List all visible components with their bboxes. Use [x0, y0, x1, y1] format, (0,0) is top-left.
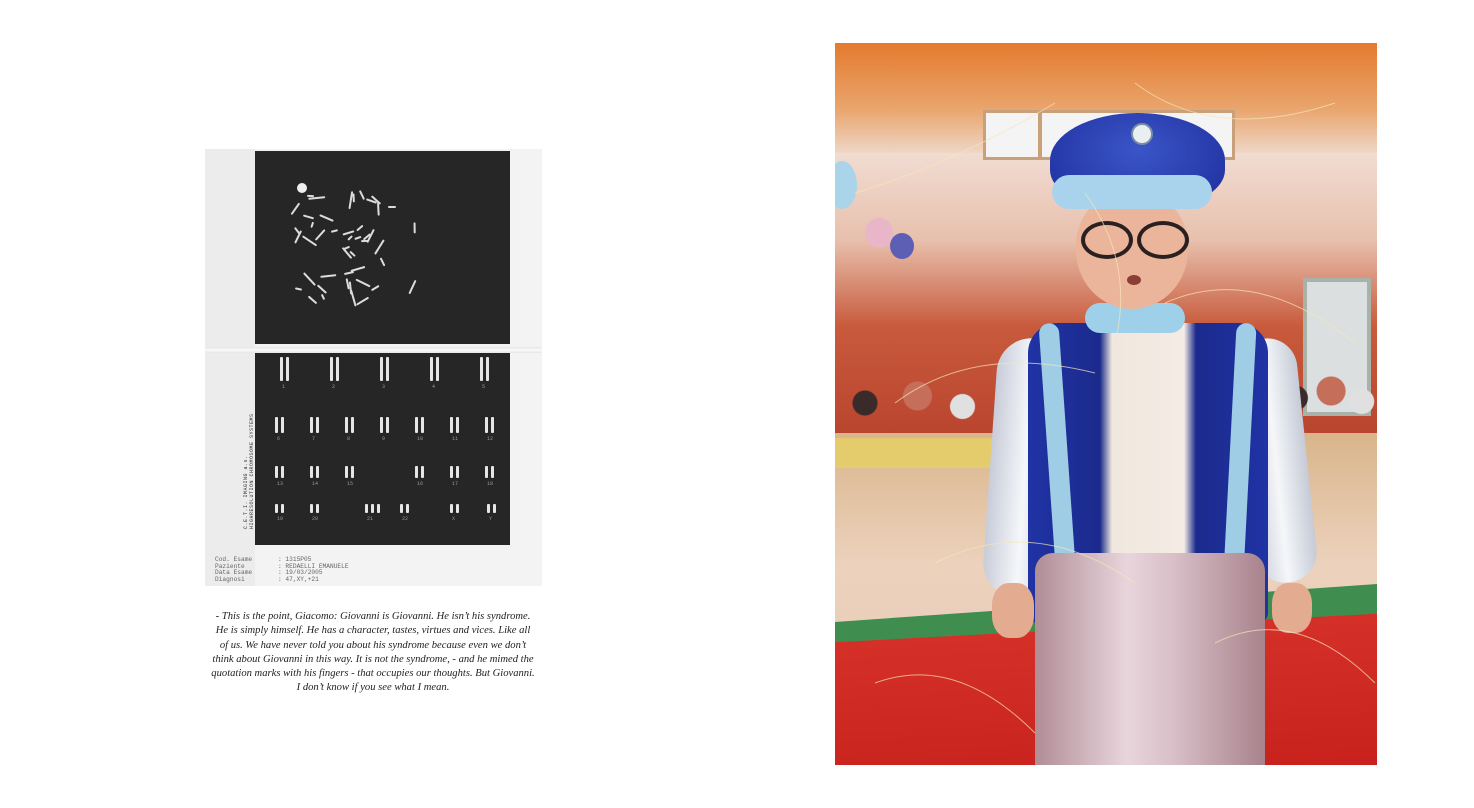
field-value: : 47,XY,+21 — [278, 575, 319, 583]
field-value: : REDAELLI EMANUELE — [278, 562, 349, 570]
hat-fur-band — [1052, 175, 1212, 209]
chromosome-number: 9 — [382, 436, 386, 442]
metaphase-chromosome — [388, 206, 396, 208]
metaphase-chromosome — [290, 202, 300, 215]
metaphase-chromosome — [320, 274, 336, 278]
chromosome-number: 6 — [277, 436, 281, 442]
caption-line: He is simply himself. He has a character, tastes, virtues and vices. Like all — [215, 625, 531, 637]
chromosome-number: 3 — [382, 384, 386, 390]
metaphase-chromosome — [409, 279, 417, 293]
metaphase-chromosome — [355, 279, 370, 288]
pants — [1035, 553, 1265, 765]
glasses — [1081, 221, 1189, 251]
metaphase-chromosome — [315, 229, 326, 241]
field-label: Paziente — [215, 562, 245, 570]
chromosome-number: 20 — [312, 516, 319, 522]
metaphase-chromosome — [344, 271, 354, 275]
karyotype-report — [205, 149, 542, 586]
child-costume-photo — [835, 43, 1377, 765]
chromosome-number: 13 — [277, 481, 284, 487]
chromosome-number: 5 — [482, 384, 486, 390]
metaphase-chromosome — [361, 239, 368, 241]
right-hand — [1272, 583, 1312, 633]
hat-jewel — [1131, 123, 1153, 145]
children-crowd-left — [835, 368, 985, 438]
chromosome-number: 17 — [452, 481, 459, 487]
metaphase-chromosome — [356, 297, 369, 306]
caption-line: I don’t know if you see what I mean. — [296, 682, 450, 694]
chromosome-number: 21 — [367, 516, 374, 522]
chromosome-number: 22 — [402, 516, 409, 522]
chromosome-number: X — [452, 516, 456, 522]
metaphase-chromosome — [295, 287, 302, 290]
chromosome-number: Y — [489, 516, 493, 522]
field-value: : 1315P05 — [278, 556, 312, 563]
chromosome-number: 8 — [347, 436, 351, 442]
chromosome-number: 16 — [417, 481, 424, 487]
chromosome-number: 1 — [282, 384, 286, 390]
caption-line: - This is the point, Giacomo: Giovanni is Giovanni. He isn’t his syndrome. — [215, 611, 531, 622]
caption-line: of us. We have never told you about his syndrome because even we don’t — [219, 639, 527, 651]
field-label: Diagnosi — [215, 575, 245, 583]
caption-line: think about Giovanni in this way. It is not the syndrome, - and he mimed the — [212, 653, 534, 665]
metaphase-chromosome — [317, 285, 327, 294]
metaphase-chromosome — [320, 214, 335, 222]
caption-line: quotation marks with his fingers - that occupies our thoughts. But Giovanni. — [211, 668, 535, 680]
metaphase-chromosome — [310, 222, 314, 229]
report-fields — [215, 557, 349, 583]
chromosome-number: 14 — [312, 481, 319, 487]
lab-side-label: C.E.T.I. IMAGING a.s. HIGHRESOLUTION CHROMOSOME SYSTEMS — [243, 413, 255, 529]
nucleus — [297, 183, 307, 193]
chromosome-number: 10 — [417, 436, 424, 442]
metaphase-chromosome — [302, 235, 318, 246]
metaphase-chromosome — [303, 272, 316, 286]
left-hand — [992, 583, 1034, 638]
metaphase-chromosome — [320, 294, 324, 300]
balloon — [865, 218, 893, 248]
metaphase-chromosome — [350, 266, 365, 272]
metaphase-chromosome — [331, 229, 338, 233]
chromosome-number: 2 — [332, 384, 336, 390]
metaphase-chromosome — [377, 203, 380, 216]
caption-text — [200, 610, 546, 696]
metaphase-chromosome — [414, 222, 416, 233]
karyogram-image — [255, 353, 510, 545]
chromosome-number: 7 — [312, 436, 316, 442]
metaphase-chromosome — [303, 214, 315, 219]
metaphase-chromosome — [356, 225, 363, 232]
chromosome-number: 4 — [432, 384, 436, 390]
metaphase-chromosome — [350, 290, 357, 307]
metaphase-chromosome — [347, 235, 353, 241]
child-in-costume — [980, 113, 1340, 765]
metaphase-chromosome — [308, 296, 318, 305]
chromosome-number: 15 — [347, 481, 354, 487]
field-row — [215, 577, 349, 584]
field-value: : 19/03/2005 — [278, 569, 323, 577]
chromosome-number: 18 — [487, 481, 494, 487]
metaphase-chromosome — [374, 239, 385, 254]
metaphase-chromosome — [353, 193, 355, 202]
chromosome-number: 12 — [487, 436, 494, 442]
chromosome-number: 19 — [277, 516, 284, 522]
metaphase-chromosome — [371, 285, 380, 291]
mouth — [1127, 275, 1141, 285]
metaphase-chromosome — [380, 258, 386, 267]
metaphase-chromosome — [359, 190, 365, 200]
balloon — [890, 233, 914, 259]
chromosome-number: 11 — [452, 436, 459, 442]
metaphase-spread-image — [255, 151, 510, 344]
field-label: Data Esame — [215, 569, 253, 577]
field-label: Cod. Esame — [215, 556, 253, 563]
